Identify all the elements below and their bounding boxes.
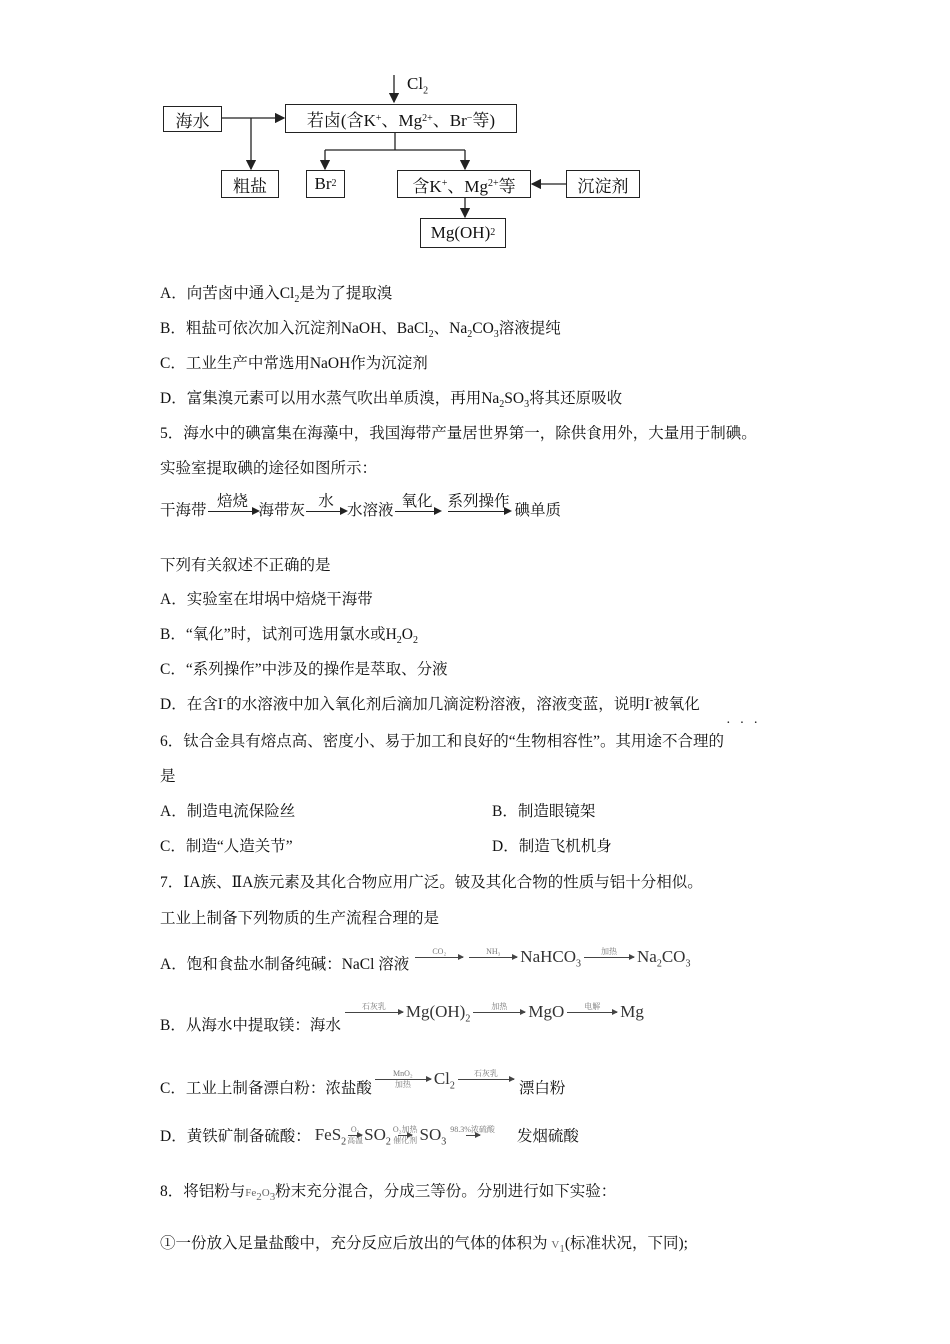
option-text: D．黄铁矿制备硫酸： <box>160 1128 311 1145</box>
precipitant-text: 沉淀剂 <box>577 176 629 196</box>
q5-option-b <box>160 625 418 645</box>
q4-option-a <box>160 284 392 304</box>
arrow-condition: 石灰乳 <box>473 1068 498 1078</box>
brine-text: 、Br <box>432 111 467 130</box>
option-text: C．工业上制备漂白粉：浓盐酸 <box>160 1080 372 1097</box>
sub: 2 <box>465 1013 471 1025</box>
subscript: 3 <box>524 399 530 411</box>
text-segment: Fe <box>245 1187 257 1199</box>
text-segment: 将其还原吸收 <box>529 390 623 407</box>
brine-text: 等) <box>472 111 496 130</box>
brine-text: 若卤(含K <box>306 111 376 130</box>
q7-stem <box>160 873 703 893</box>
text-segment: A．向苦卤中通入Cl <box>160 285 295 302</box>
crude-salt-text: 粗盐 <box>233 176 267 196</box>
product: NaHCO <box>520 947 577 966</box>
text-segment: 实验室提取碘的途径如图所示： <box>160 460 378 477</box>
subscript: 2 <box>467 329 473 341</box>
flow-item: 海带灰 <box>258 502 306 520</box>
arrow-label: 水 <box>318 493 334 510</box>
sub: 3 <box>441 1136 447 1148</box>
q7-stem-2 <box>160 909 439 929</box>
text-segment: D．在含I <box>160 696 223 713</box>
reaction-arrow <box>347 1125 363 1146</box>
q4-option-d <box>160 389 622 409</box>
sub: 2 <box>385 1136 391 1148</box>
q6-option-a <box>160 802 295 822</box>
q6-option-b: B．制造眼镜架 <box>492 803 596 820</box>
q4-option-c <box>160 354 428 374</box>
flow-arrow <box>395 493 440 520</box>
brine-text: 、Mg <box>381 111 423 130</box>
box-seawater <box>163 106 222 132</box>
box-crude-salt <box>221 170 279 198</box>
q5-question <box>160 556 331 576</box>
sub: 3 <box>576 958 582 970</box>
text-segment: 下列有关叙述不正确的是 <box>160 557 331 574</box>
text-segment: B．粗盐可依次加入沉淀剂NaOH、BaCl <box>160 320 429 337</box>
subscript: 2 <box>413 635 418 647</box>
box-br2: Br 2 <box>306 170 345 198</box>
q6-stem <box>160 732 724 752</box>
text-segment: V <box>551 1239 560 1251</box>
text-segment: O <box>261 1187 270 1199</box>
supscript: - <box>649 694 654 706</box>
arrow-icon <box>567 1012 617 1013</box>
q8-stem <box>160 1182 616 1203</box>
flow-item: 碘单质 <box>514 502 562 520</box>
q5-option-c <box>160 660 448 680</box>
text-segment: D．富集溴元素可以用水蒸气吹出单质溴，再用Na <box>160 390 500 407</box>
arrow-icon <box>469 957 517 958</box>
text-segment: C．“系列操作”中涉及的操作是萃取、分液 <box>160 661 448 678</box>
arrow-condition: CO₂ <box>432 946 447 956</box>
sub: 3 <box>685 958 691 970</box>
q7-option-b <box>160 1001 644 1035</box>
flow-arrow <box>306 493 346 520</box>
product: Na <box>637 947 657 966</box>
arrow-label: 焙烧 <box>217 493 249 510</box>
reaction-arrow <box>375 1069 431 1090</box>
arrow-condition: O₂ <box>350 1124 360 1134</box>
reaction-arrow <box>393 1125 418 1146</box>
subscript: 2 <box>428 329 434 341</box>
text-segment: 7．ⅠA族、ⅡA族元素及其化合物应用广泛。铍及其化合物的性质与铝十分相似。 <box>160 874 703 891</box>
subscript: 2 <box>396 635 402 647</box>
q6-stem-2 <box>160 767 176 787</box>
text-segment: 8．将铝粉与 <box>160 1183 246 1200</box>
emphasis-dots: ··· <box>726 716 767 731</box>
reaction-arrow <box>473 1002 525 1023</box>
text-segment: O <box>401 626 413 643</box>
reaction-arrow <box>450 1125 495 1146</box>
arrow-condition: 加热 <box>601 946 618 956</box>
subscript: 3 <box>493 329 499 341</box>
seawater-text: 海水 <box>175 111 210 131</box>
arrow-condition: O₂加热 <box>392 1124 418 1134</box>
product: SO <box>419 1125 442 1144</box>
text-segment: 被氧化 <box>653 696 700 713</box>
arrow-icon <box>584 957 634 958</box>
arrow-icon <box>466 1135 480 1136</box>
flow-arrow <box>208 493 258 520</box>
product: MgO <box>528 1002 565 1021</box>
text-segment: 6．钛合金具有熔点高、密度小、易于加工和良好的“生物相容性”。其用途不合理的 <box>160 733 725 750</box>
arrow-icon <box>395 511 440 512</box>
subscript: 2 <box>294 294 300 306</box>
text-segment: 溶液提纯 <box>498 320 561 337</box>
arrow-condition: 加热 <box>394 1079 411 1089</box>
arrow-label: 系列操作 <box>447 493 510 510</box>
arrow-icon <box>448 511 510 512</box>
subscript: 2 <box>256 1191 262 1204</box>
product: Mg(OH) <box>405 1002 466 1021</box>
q5-option-a <box>160 590 373 610</box>
arrow-condition: 加热 <box>491 1001 508 1011</box>
box-mgoh2: Mg(OH) 2 <box>420 218 506 248</box>
filtrate-text: 等 <box>498 176 516 196</box>
option-text: A．饱和食盐水制备纯碱：NaCl 溶液 <box>160 956 410 973</box>
product: Cl <box>433 1069 450 1088</box>
text-segment: 粉末充分混合，分成三等份。分别进行如下实验： <box>275 1183 617 1200</box>
filtrate-text: 含K <box>412 176 442 196</box>
supscript: - <box>222 694 227 706</box>
reaction-arrow <box>567 1002 617 1023</box>
filtrate-text: 、Mg <box>447 176 488 196</box>
q5-option-d <box>160 695 700 715</box>
arrow-condition: NH₃ <box>486 946 501 956</box>
q7-option-a <box>160 946 691 974</box>
q6-option-c <box>160 837 293 857</box>
flow-item: 干海带 <box>160 502 207 520</box>
reaction-arrow <box>415 947 463 968</box>
arrow-condition: 催化剂 <box>393 1135 418 1145</box>
arrow-condition: 98.3%浓硫酸 <box>450 1124 495 1134</box>
mgoh2-text: Mg(OH) <box>430 223 491 242</box>
arrow-condition: 电解 <box>584 1001 601 1011</box>
text-segment: 是为了提取溴 <box>299 285 393 302</box>
text-segment: B．“氧化”时，试剂可选用氯水或H <box>160 626 397 643</box>
arrow-condition: 高温 <box>347 1135 364 1145</box>
text-segment: 是 <box>160 768 176 785</box>
sub: 2 <box>656 958 662 970</box>
box-brine: 若卤(含K + 、Mg 2+ 、Br − 等) <box>285 104 517 133</box>
subscript: 2 <box>499 399 505 411</box>
reaction-arrow <box>458 1069 514 1090</box>
sub: 2 <box>341 1136 347 1148</box>
arrow-icon <box>208 511 258 512</box>
q5-stem-2 <box>160 459 377 479</box>
flow-arrow <box>448 493 510 520</box>
arrow-icon <box>473 1012 525 1013</box>
product: Mg <box>620 1002 644 1021</box>
product: 发烟硫酸 <box>516 1128 579 1145</box>
q4-option-b <box>160 319 561 339</box>
product: 漂白粉 <box>518 1080 566 1097</box>
br2-text: Br <box>314 174 332 193</box>
text-segment: A．制造电流保险丝 <box>160 803 296 820</box>
arrow-condition: MnO₂ <box>393 1068 413 1078</box>
q8-part-1 <box>160 1234 688 1255</box>
option-text: B．从海水中提取镁：海水 <box>160 1017 341 1034</box>
text-segment: ①一份放入足量盐酸中，充分反应后放出的气体的体积为 <box>160 1235 552 1252</box>
cl2-text: Cl <box>407 74 424 93</box>
arrow-icon <box>458 1079 514 1080</box>
q6-option-d: D．制造飞机机身 <box>492 838 612 855</box>
arrow-label: 氧化 <box>401 493 433 510</box>
text-segment: (标准状况，下同); <box>564 1235 688 1252</box>
cl2-sub: 2 <box>423 85 429 97</box>
product: CO <box>661 947 686 966</box>
arrow-icon <box>415 957 463 958</box>
arrow-icon <box>398 1135 412 1136</box>
reaction-arrow <box>584 947 634 968</box>
subscript: 3 <box>269 1191 276 1204</box>
q5-stem <box>160 424 757 444</box>
flow-item: 水溶液 <box>347 502 394 520</box>
reactant: FeS <box>314 1125 342 1144</box>
product: SO <box>364 1125 386 1144</box>
text-segment: 工业上制备下列物质的生产流程合理的是 <box>160 910 440 927</box>
arrow-icon <box>345 1012 403 1013</box>
text-segment: SO <box>504 390 525 407</box>
text-segment: A．实验室在坩埚中焙烧干海带 <box>160 591 373 608</box>
cl2-label <box>407 74 429 97</box>
reaction-arrow <box>345 1002 403 1023</box>
text-segment: CO <box>472 320 494 337</box>
arrow-condition: 石灰乳 <box>361 1001 386 1011</box>
arrow-icon <box>306 511 346 512</box>
arrow-icon <box>375 1079 431 1080</box>
q7-option-d <box>160 1124 579 1146</box>
text-segment: 、Na <box>433 320 468 337</box>
iodine-extraction-flow <box>160 493 561 520</box>
text-segment: C．制造“人造关节” <box>160 838 293 855</box>
arrow-icon <box>348 1135 362 1136</box>
subscript: 1 <box>559 1243 565 1256</box>
reaction-arrow <box>469 947 517 968</box>
text-segment: C．工业生产中常选用NaOH作为沉淀剂 <box>160 355 428 372</box>
text-segment: 的水溶液中加入氧化剂后滴加几滴淀粉溶液，溶液变蓝，说明I <box>226 696 650 713</box>
box-filtrate: 含K + 、Mg 2+ 等 <box>397 170 531 198</box>
box-precipitant <box>566 170 640 198</box>
q7-option-c <box>160 1068 566 1097</box>
sub: 2 <box>449 1080 455 1092</box>
text-segment: 5．海水中的碘富集在海藻中，我国海带产量居世界第一，除供食用外，大量用于制碘。 <box>160 425 757 442</box>
